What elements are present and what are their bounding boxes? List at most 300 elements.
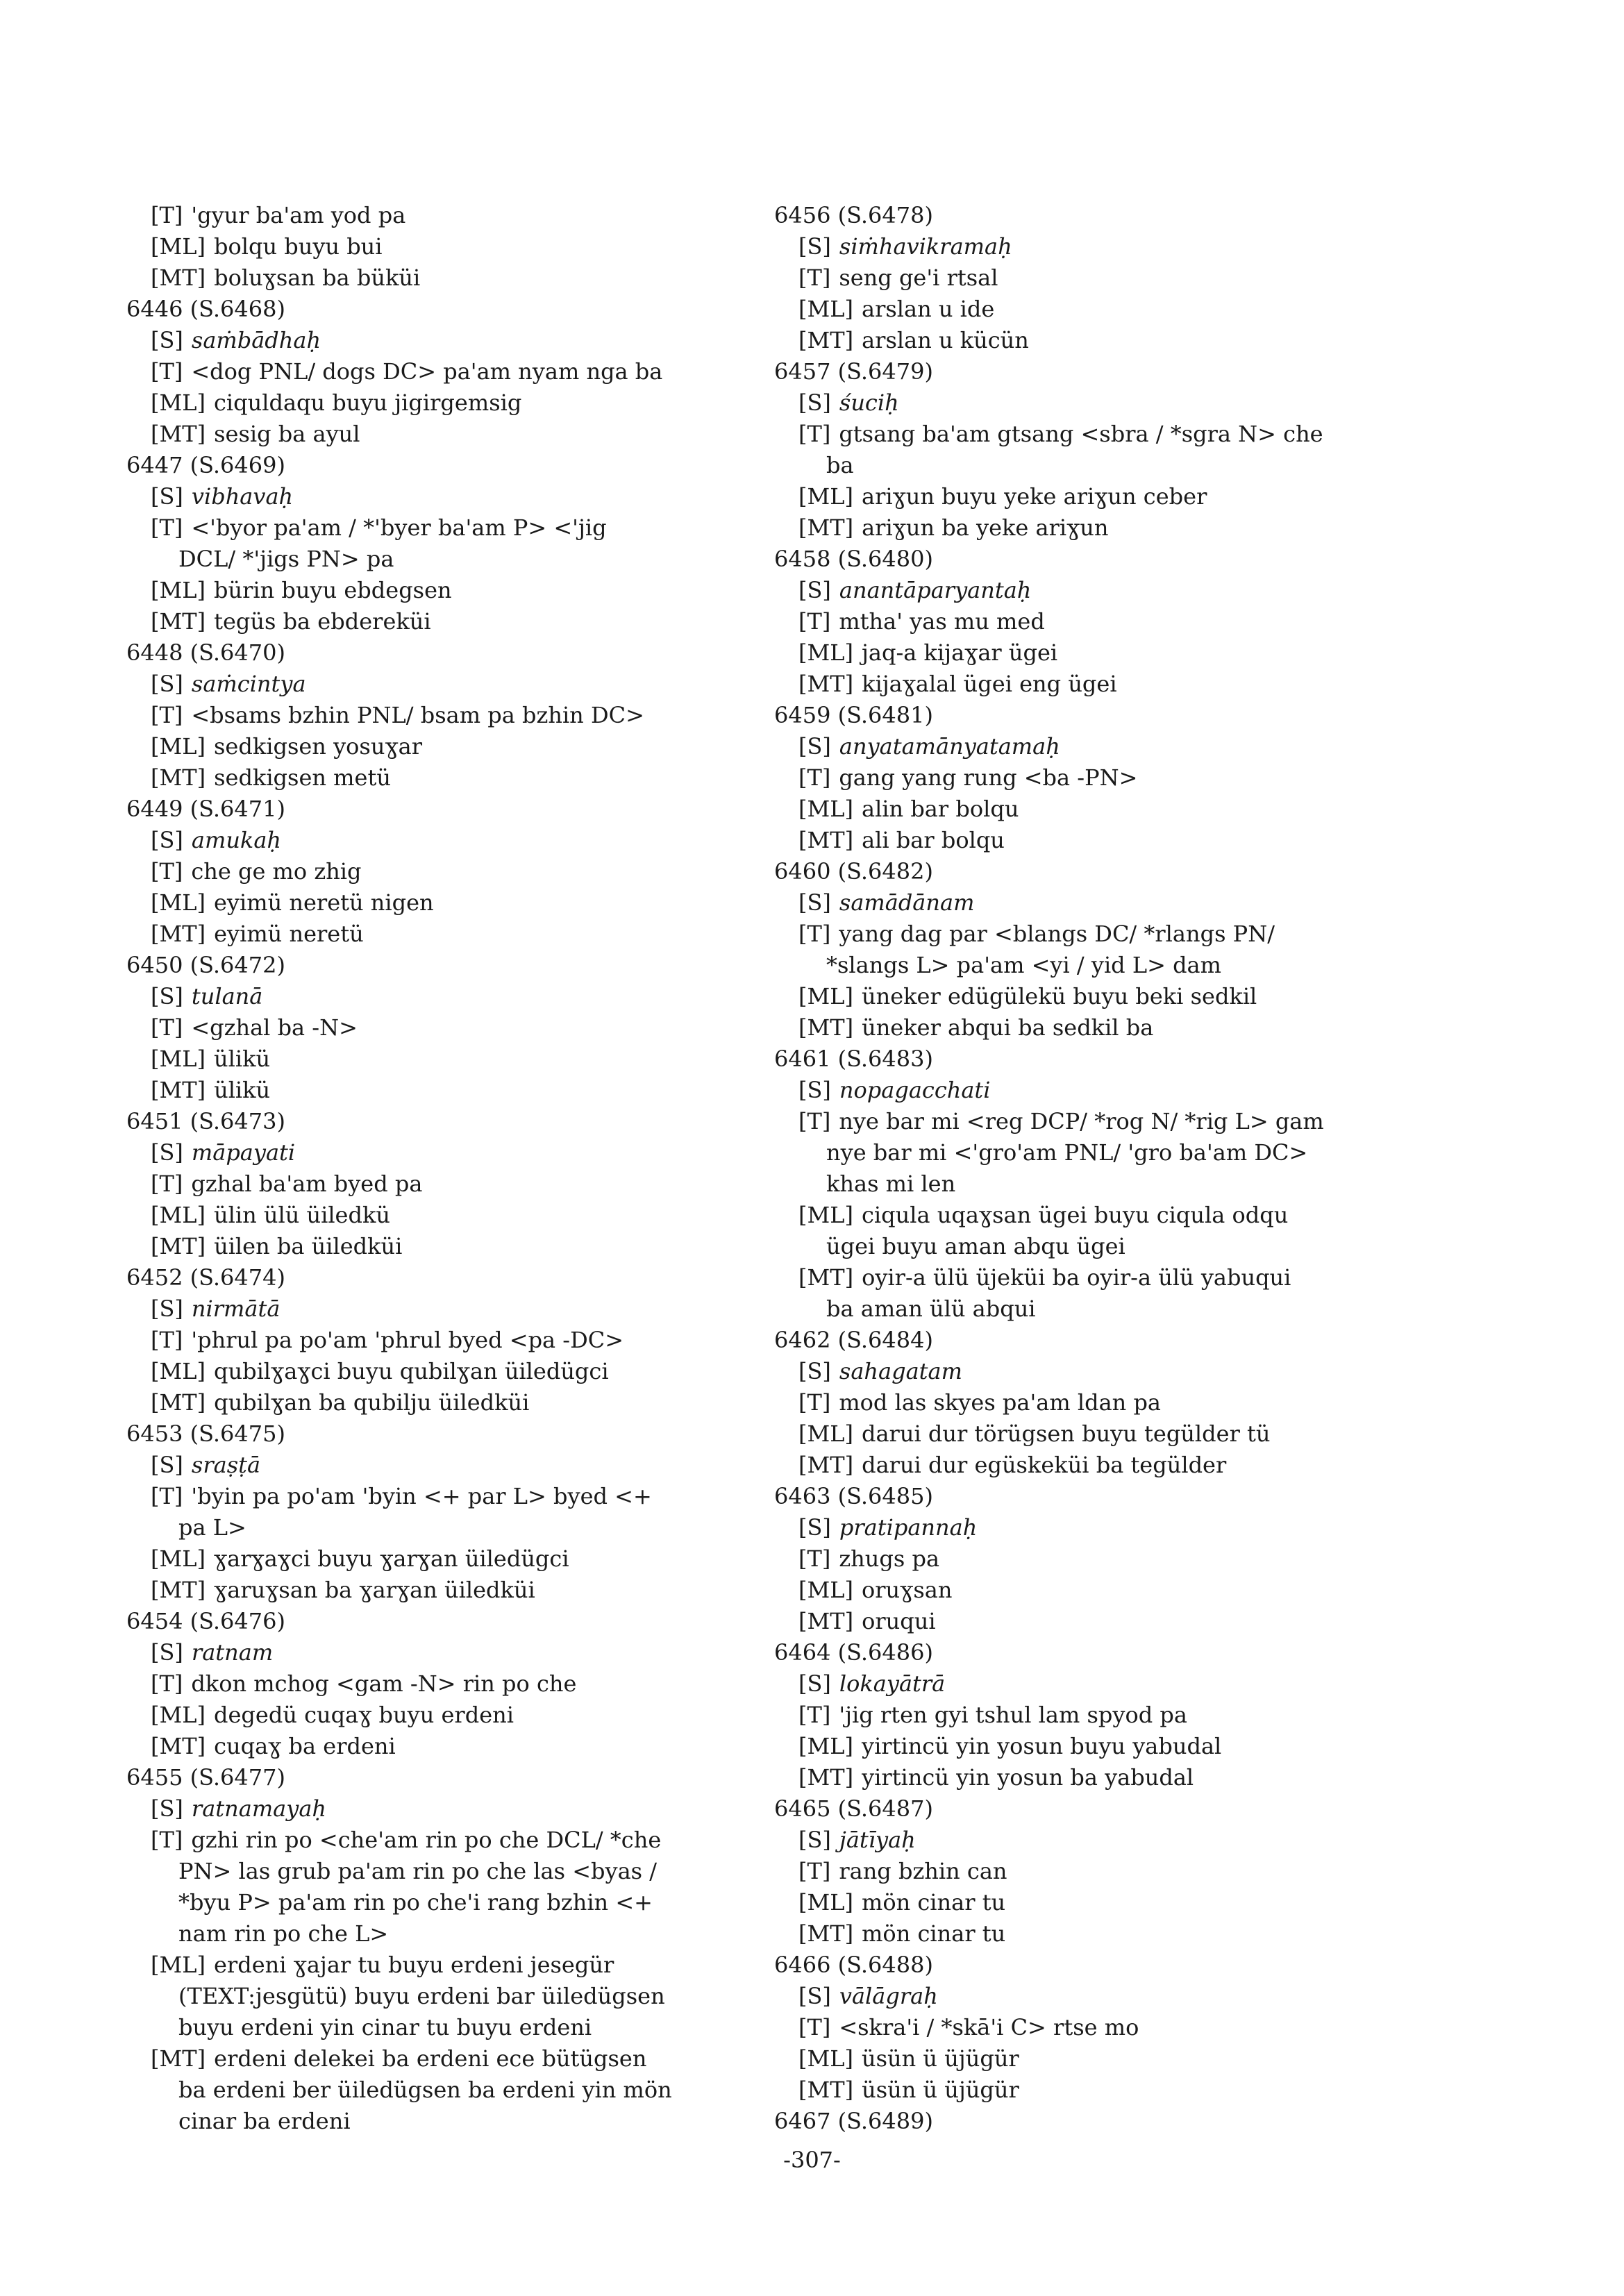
field-tag: [T] [798, 921, 831, 947]
entry-field-t [119, 1825, 758, 1856]
field-text: degedü cuqaɣ buyu erdeni [213, 1702, 514, 1728]
field-text: gzhal ba'am byed pa [191, 1171, 423, 1197]
entry-field-t [119, 1325, 758, 1356]
field-text: dkon mchog <gam -N> rin po che [191, 1670, 577, 1697]
entry-field-t [767, 1106, 1413, 1137]
field-text: 6462 (S.6484) [774, 1327, 933, 1353]
entry-field-s [119, 825, 758, 856]
entry-field-mt [767, 825, 1413, 856]
field-text: amukaḥ [191, 827, 281, 853]
field-tag: [T] [798, 608, 831, 635]
entry-field-t [119, 1668, 758, 1700]
entry-number [119, 637, 758, 669]
field-text: ülikü [213, 1046, 271, 1072]
entry-continuation-line [119, 1512, 758, 1543]
entry-continuation-line [119, 2075, 758, 2106]
field-text: *byu P> pa'am rin po che'i rang bzhin <+ [178, 1889, 653, 1916]
entry-field-s [119, 481, 758, 512]
field-text: <skra'i / *skā'i C> rtse mo [839, 2014, 1139, 2041]
entry-field-t [767, 606, 1413, 637]
field-text: gtsang ba'am gtsang <sbra / *sgra N> che [839, 421, 1323, 447]
field-tag: [ML] [151, 1702, 206, 1728]
field-text: ügei buyu aman abqu ügei [826, 1233, 1125, 1259]
field-text: 6453 (S.6475) [126, 1421, 285, 1447]
field-tag: [MT] [798, 1920, 854, 1947]
field-text: nam rin po che L> [178, 1920, 389, 1947]
field-tag: [MT] [151, 1389, 206, 1416]
entry-field-t [119, 856, 758, 887]
field-text: zhugs pa [839, 1545, 940, 1572]
entry-field-s [767, 1356, 1413, 1387]
entry-number [119, 294, 758, 325]
field-text: ciqula uqaɣsan ügei buyu ciqula odqu [861, 1202, 1289, 1228]
field-text: 6464 (S.6486) [774, 1639, 933, 1666]
field-text: 6466 (S.6488) [774, 1952, 933, 1978]
field-tag: [ML] [151, 233, 206, 260]
entry-field-ml [767, 294, 1413, 325]
field-tag: [S] [798, 1983, 831, 2009]
field-text: 6460 (S.6482) [774, 858, 933, 885]
field-tag: [MT] [151, 608, 206, 635]
field-text: *slangs L> pa'am <yi / yid L> dam [826, 952, 1221, 978]
field-tag: [T] [798, 1545, 831, 1572]
entry-number [767, 700, 1413, 731]
entry-field-ml [767, 2043, 1413, 2075]
entry-number [119, 450, 758, 481]
field-tag: [MT] [798, 1452, 854, 1478]
field-text: ülikü [214, 1077, 271, 1103]
field-text: 6463 (S.6485) [774, 1483, 933, 1509]
field-text: pa L> [178, 1514, 246, 1541]
entry-field-ml [119, 1543, 758, 1575]
field-text: boluɣsan ba büküi [214, 265, 421, 291]
field-text: yirtincü yin yosun buyu yabudal [861, 1733, 1222, 1759]
entry-field-ml [767, 794, 1413, 825]
field-tag: [T] [798, 2014, 831, 2041]
field-tag: [ML] [151, 1545, 206, 1572]
field-tag: [S] [151, 1139, 183, 1166]
entry-number [119, 950, 758, 981]
field-tag: [S] [798, 1077, 831, 1103]
right-column [767, 200, 1413, 2137]
field-text: 6454 (S.6476) [126, 1608, 285, 1634]
entry-field-mt [119, 1075, 758, 1106]
entry-field-mt [119, 1731, 758, 1762]
entry-field-ml [119, 1356, 758, 1387]
field-tag: [MT] [798, 514, 854, 541]
field-text: tulanā [191, 983, 263, 1009]
entry-number [767, 1325, 1413, 1356]
entry-field-t [767, 919, 1413, 950]
field-tag: [S] [798, 889, 831, 916]
field-tag: [ML] [151, 1046, 206, 1072]
field-tag: [S] [151, 483, 183, 510]
entry-field-ml [119, 887, 758, 919]
field-tag: [ML] [798, 1889, 853, 1916]
field-tag: [MT] [798, 2077, 854, 2103]
field-text: ba erdeni ber üiledügsen ba erdeni yin mön [178, 2077, 672, 2103]
entry-field-ml [767, 1418, 1413, 1450]
field-text: darui dur egüskeküi ba tegülder [862, 1452, 1227, 1478]
field-text: 6456 (S.6478) [774, 202, 933, 228]
entry-continuation-line [767, 1137, 1413, 1168]
entry-field-mt [119, 419, 758, 450]
field-text: 6452 (S.6474) [126, 1264, 285, 1291]
field-tag: [S] [798, 1358, 831, 1384]
entry-field-mt [767, 1918, 1413, 1950]
entry-field-mt [119, 2043, 758, 2075]
entry-field-t [119, 1168, 758, 1200]
entry-field-t [767, 419, 1413, 450]
entry-field-mt [119, 1387, 758, 1418]
field-tag: [ML] [798, 296, 853, 322]
entry-number [767, 1637, 1413, 1668]
entry-field-s [119, 325, 758, 356]
field-tag: [ML] [798, 796, 853, 822]
field-text: <gzhal ba -N> [191, 1014, 358, 1041]
entry-field-ml [767, 1575, 1413, 1606]
field-tag: [ML] [151, 1952, 206, 1978]
entry-field-t [119, 356, 758, 387]
entry-number [767, 2106, 1413, 2137]
field-text: pratipannaḥ [839, 1514, 978, 1541]
field-text: jaq-a kijaɣar ügei [861, 639, 1058, 666]
field-tag: [T] [151, 1483, 183, 1509]
entry-number [767, 1481, 1413, 1512]
entry-field-t [119, 512, 758, 544]
field-text: saṁcintya [191, 671, 306, 697]
field-text: 6448 (S.6470) [126, 639, 285, 666]
entry-field-t [767, 2012, 1413, 2043]
entry-field-mt [767, 1012, 1413, 1044]
entry-field-s [119, 1637, 758, 1668]
entry-continuation-line [767, 1168, 1413, 1200]
entry-field-mt [119, 762, 758, 794]
field-tag: [MT] [151, 421, 206, 447]
field-tag: [S] [798, 733, 831, 760]
field-text: 6457 (S.6479) [774, 358, 933, 385]
entry-field-t [119, 200, 758, 231]
entry-field-s [767, 575, 1413, 606]
entry-continuation-line [119, 2012, 758, 2043]
field-tag: [MT] [151, 1233, 206, 1259]
field-text: sahagatam [839, 1358, 962, 1384]
field-tag: [S] [151, 1296, 183, 1322]
field-tag: [ML] [151, 889, 206, 916]
field-text: che ge mo zhig [191, 858, 362, 885]
field-text: 'gyur ba'am yod pa [191, 202, 406, 228]
entry-field-t [767, 762, 1413, 794]
field-text: 'jig rten gyi tshul lam spyod pa [839, 1702, 1187, 1728]
entry-field-s [767, 1825, 1413, 1856]
field-tag: [S] [151, 327, 183, 353]
field-tag: [S] [151, 983, 183, 1009]
field-text: oruqui [862, 1608, 936, 1634]
field-tag: [S] [151, 1795, 183, 1822]
entry-field-ml [119, 231, 758, 262]
field-tag: [MT] [798, 1264, 854, 1291]
field-text: nye bar mi <'gro'am PNL/ 'gro ba'am DC> [826, 1139, 1308, 1166]
field-text: anyatamānyatamaḥ [839, 733, 1060, 760]
field-tag: [MT] [798, 827, 854, 853]
field-tag: [S] [798, 1514, 831, 1541]
field-tag: [ML] [151, 389, 206, 416]
entry-field-s [767, 731, 1413, 762]
entry-field-mt [767, 512, 1413, 544]
field-tag: [S] [151, 1452, 183, 1478]
entry-field-mt [119, 262, 758, 294]
entry-field-s [119, 981, 758, 1012]
field-text: qubilɣaɣci buyu qubilɣan üiledügci [213, 1358, 609, 1384]
entry-field-ml [767, 637, 1413, 669]
field-tag: [MT] [151, 921, 206, 947]
entry-field-ml [119, 387, 758, 419]
entry-field-mt [119, 919, 758, 950]
field-tag: [ML] [151, 1358, 206, 1384]
field-text: bürin buyu ebdegsen [213, 577, 452, 603]
entry-field-mt [767, 325, 1413, 356]
field-tag: [MT] [151, 2045, 206, 2072]
field-text: darui dur törügsen buyu tegülder tü [861, 1421, 1271, 1447]
field-tag: [T] [798, 265, 831, 291]
entry-field-t [119, 700, 758, 731]
field-text: cinar ba erdeni [178, 2108, 351, 2134]
field-tag: [ML] [798, 1577, 853, 1603]
field-tag: [S] [151, 671, 183, 697]
entry-field-t [767, 1700, 1413, 1731]
field-tag: [T] [798, 764, 831, 791]
entry-field-s [119, 1793, 758, 1825]
field-text: yirtincü yin yosun ba yabudal [862, 1764, 1194, 1791]
field-text: <'byor pa'am / *'byer ba'am P> <'jig [191, 514, 607, 541]
entry-field-ml [119, 1950, 758, 1981]
entry-field-s [767, 1075, 1413, 1106]
field-tag: [T] [151, 702, 183, 728]
field-text: sedkigsen metü [214, 764, 391, 791]
field-tag: [T] [798, 1389, 831, 1416]
entry-field-mt [767, 1450, 1413, 1481]
field-text: 'phrul pa po'am 'phrul byed <pa -DC> [191, 1327, 624, 1353]
field-text: tegüs ba ebdereküi [214, 608, 431, 635]
field-tag: [MT] [798, 1608, 854, 1634]
field-tag: [S] [798, 1670, 831, 1697]
field-text: 'byin pa po'am 'byin <+ par L> byed <+ [191, 1483, 652, 1509]
entry-number [767, 544, 1413, 575]
field-text: ba aman ülü abqui [826, 1296, 1036, 1322]
field-text: (TEXT:jesgütü) buyu erdeni bar üiledügsen [178, 1983, 665, 2009]
field-tag: [T] [151, 1827, 183, 1853]
field-text: alin bar bolqu [861, 796, 1019, 822]
entry-field-t [767, 1543, 1413, 1575]
entry-field-mt [119, 1231, 758, 1262]
field-tag: [MT] [151, 1577, 206, 1603]
field-text: nye bar mi <reg DCP/ *rog N/ *rig L> gam [839, 1108, 1324, 1134]
field-text: rang bzhin can [839, 1858, 1007, 1884]
entry-number [767, 200, 1413, 231]
entry-number [119, 1262, 758, 1293]
field-tag: [ML] [798, 1733, 853, 1759]
entry-field-ml [767, 981, 1413, 1012]
entry-field-ml [767, 481, 1413, 512]
entry-field-mt [767, 669, 1413, 700]
entry-field-ml [119, 1200, 758, 1231]
field-text: 6451 (S.6473) [126, 1108, 285, 1134]
entry-field-s [767, 231, 1413, 262]
field-text: yang dag par <blangs DC/ *rlangs PN/ [839, 921, 1275, 947]
field-tag: [MT] [151, 1733, 206, 1759]
field-text: 6461 (S.6483) [774, 1046, 933, 1072]
entry-number [767, 1793, 1413, 1825]
field-tag: [ML] [798, 2045, 853, 2072]
field-tag: [ML] [798, 983, 853, 1009]
field-text: jātīyaḥ [839, 1827, 916, 1853]
entry-field-ml [767, 1887, 1413, 1918]
field-text: sesig ba ayul [214, 421, 360, 447]
field-text: arslan u ide [861, 296, 995, 322]
entry-continuation-line [119, 1887, 758, 1918]
field-text: buyu erdeni yin cinar tu buyu erdeni [178, 2014, 592, 2041]
field-tag: [T] [151, 858, 183, 885]
entry-number [767, 1950, 1413, 1981]
entry-number [119, 1106, 758, 1137]
field-tag: [S] [798, 233, 831, 260]
field-text: 6467 (S.6489) [774, 2108, 933, 2134]
entry-field-s [119, 1137, 758, 1168]
entry-continuation-line [119, 1981, 758, 2012]
entry-continuation-line [767, 1293, 1413, 1325]
entry-continuation-line [119, 544, 758, 575]
field-tag: [T] [151, 202, 183, 228]
field-text: üneker edügülekü buyu beki sedkil [861, 983, 1257, 1009]
field-tag: [T] [151, 1327, 183, 1353]
field-text: māpayati [191, 1139, 296, 1166]
field-text: ariɣun ba yeke ariɣun [862, 514, 1109, 541]
entry-field-s [119, 1450, 758, 1481]
field-text: ba [826, 452, 854, 478]
field-text: ülin ülü üiledkü [213, 1202, 390, 1228]
field-tag: [ML] [798, 1202, 853, 1228]
field-text: mön cinar tu [862, 1920, 1006, 1947]
entry-field-s [767, 1981, 1413, 2012]
field-text: ratnam [191, 1639, 274, 1666]
field-text: samādānam [839, 889, 975, 916]
entry-field-ml [119, 575, 758, 606]
field-tag: [MT] [798, 671, 854, 697]
field-text: gzhi rin po <che'am rin po che DCL/ *che [191, 1827, 662, 1853]
field-text: oyir-a ülü üjeküi ba oyir-a ülü yabuqui [862, 1264, 1291, 1291]
entry-field-s [767, 387, 1413, 419]
field-tag: [S] [151, 827, 183, 853]
field-text: üneker abqui ba sedkil ba [862, 1014, 1154, 1041]
entry-field-mt [767, 1606, 1413, 1637]
field-tag: [ML] [798, 639, 853, 666]
field-text: anantāparyantaḥ [839, 577, 1032, 603]
field-tag: [ML] [798, 1421, 853, 1447]
field-text: üsün ü üjügür [861, 2045, 1019, 2072]
entry-field-s [767, 1668, 1413, 1700]
page-number: -307- [783, 2147, 841, 2173]
field-text: kijaɣalal ügei eng ügei [862, 671, 1117, 697]
field-text: ali bar bolqu [862, 827, 1005, 853]
field-tag: [MT] [151, 1077, 206, 1103]
field-text: ciquldaqu buyu jigirgemsig [213, 389, 522, 416]
entry-continuation-line [119, 1856, 758, 1887]
field-tag: [T] [151, 358, 183, 385]
entry-continuation-line [767, 950, 1413, 981]
field-text: vibhavaḥ [191, 483, 294, 510]
entry-field-mt [119, 1575, 758, 1606]
field-text: nopagacchati [839, 1077, 991, 1103]
field-text: cuqaɣ ba erdeni [214, 1733, 396, 1759]
field-tag: [MT] [151, 265, 206, 291]
entry-field-ml [119, 1700, 758, 1731]
field-tag: [S] [798, 577, 831, 603]
field-text: gang yang rung <ba -PN> [839, 764, 1138, 791]
entry-field-mt [767, 2075, 1413, 2106]
field-text: eyimü neretü nigen [213, 889, 434, 916]
field-tag: [T] [151, 514, 183, 541]
entry-field-t [119, 1481, 758, 1512]
entry-number [119, 1418, 758, 1450]
field-tag: [MT] [151, 764, 206, 791]
field-text: ariɣun buyu yeke ariɣun ceber [861, 483, 1207, 510]
field-text: bolqu buyu bui [213, 233, 383, 260]
field-tag: [S] [798, 1827, 831, 1853]
entry-number [767, 1044, 1413, 1075]
field-text: seng ge'i rtsal [839, 265, 998, 291]
field-text: oruɣsan [861, 1577, 953, 1603]
field-text: mön cinar tu [861, 1889, 1006, 1916]
entry-field-t [767, 1856, 1413, 1887]
field-text: erdeni delekei ba erdeni ece bütügsen [214, 2045, 647, 2072]
entry-field-s [119, 1293, 758, 1325]
field-text: PN> las grub pa'am rin po che las <byas / [178, 1858, 658, 1884]
field-tag: [T] [798, 421, 831, 447]
field-tag: [ML] [151, 733, 206, 760]
field-text: eyimü neretü [214, 921, 364, 947]
left-column [119, 200, 758, 2137]
field-tag: [ML] [151, 1202, 206, 1228]
entry-number [119, 1762, 758, 1793]
entry-field-t [119, 1012, 758, 1044]
field-text: ratnamayaḥ [191, 1795, 326, 1822]
field-text: siṁhavikramaḥ [839, 233, 1012, 260]
field-text: <dog PNL/ dogs DC> pa'am nyam nga ba [191, 358, 663, 385]
entry-continuation-line [119, 2106, 758, 2137]
field-tag: [S] [151, 1639, 183, 1666]
field-text: DCL/ *'jigs PN> pa [178, 546, 394, 572]
field-text: vālāgraḥ [839, 1983, 938, 2009]
field-text: mod las skyes pa'am ldan pa [839, 1389, 1161, 1416]
entry-number [119, 794, 758, 825]
entry-number [119, 1606, 758, 1637]
field-tag: [MT] [798, 1014, 854, 1041]
entry-number [767, 856, 1413, 887]
field-tag: [MT] [798, 327, 854, 353]
field-text: <bsams bzhin PNL/ bsam pa bzhin DC> [191, 702, 644, 728]
field-text: 6449 (S.6471) [126, 796, 285, 822]
field-text: 6458 (S.6480) [774, 546, 933, 572]
entry-field-mt [119, 606, 758, 637]
field-text: arslan u kücün [862, 327, 1029, 353]
entry-field-ml [119, 731, 758, 762]
field-text: lokayātrā [839, 1670, 946, 1697]
field-text: sraṣṭā [191, 1452, 261, 1478]
field-tag: [T] [151, 1171, 183, 1197]
field-text: 6459 (S.6481) [774, 702, 933, 728]
field-text: 6446 (S.6468) [126, 296, 285, 322]
field-text: nirmātā [191, 1296, 281, 1322]
